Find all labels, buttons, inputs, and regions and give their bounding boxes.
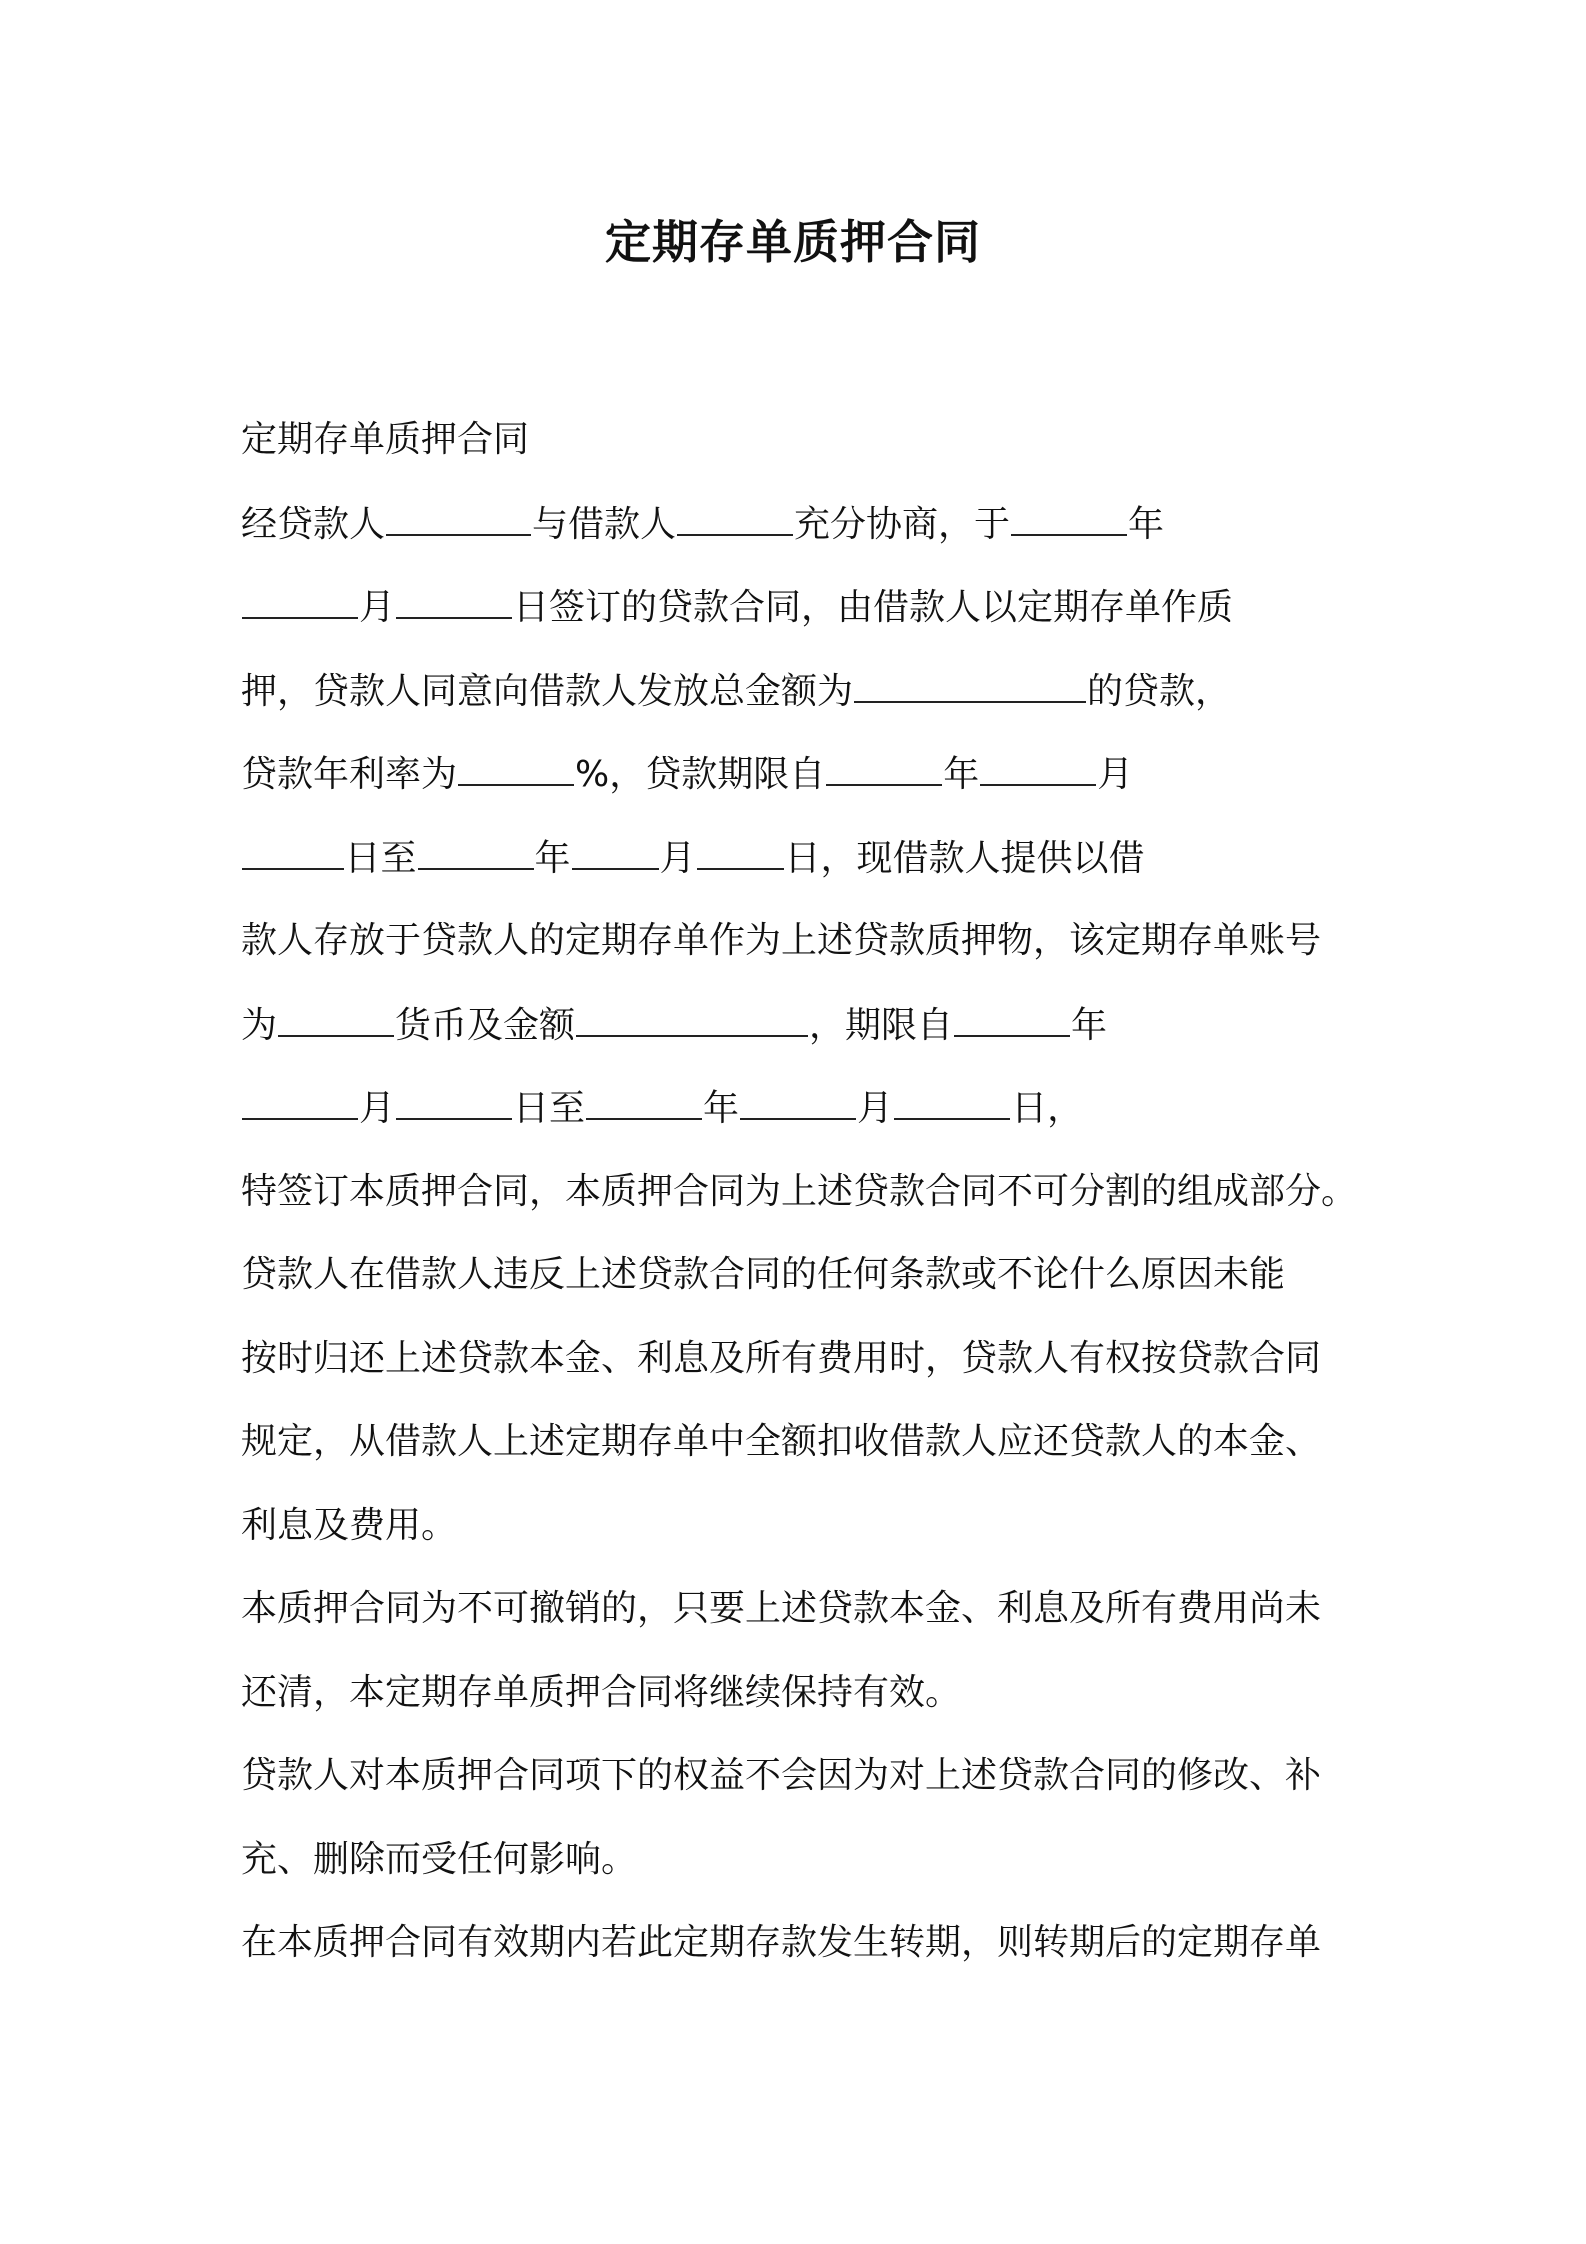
text-line	[241, 911, 1381, 995]
fill-in-blank	[396, 577, 512, 619]
text-segment: 利息及费用。	[241, 1504, 458, 1546]
text-line	[241, 494, 1381, 578]
text-line	[241, 744, 1381, 828]
text-segment: 月	[659, 837, 696, 879]
document-subtitle	[241, 410, 1381, 494]
fill-in-blank	[572, 828, 659, 870]
fill-in-blank	[1011, 494, 1127, 536]
text-line	[241, 1746, 1381, 1830]
text-segment: 按时归还上述贷款本金、利息及所有费用时，贷款人有权按贷款合同	[241, 1337, 1322, 1379]
text-segment: 与借款人	[532, 503, 677, 545]
text-segment: 货币及金额	[395, 1004, 576, 1046]
text-segment: 日签订的贷款合同，由借款人以定期存单作质	[513, 587, 1234, 628]
text-segment: 规定，从借款人上述定期存单中全额扣收借款人应还贷款人的本金、	[241, 1421, 1322, 1462]
text-segment: 月	[359, 587, 396, 628]
text-segment: 贷款人对本质押合同项下的权益不会因为对上述贷款合同的修改、补	[241, 1755, 1322, 1796]
text-line	[241, 1162, 1381, 1246]
text-segment: 月	[359, 1088, 396, 1129]
text-segment: 日至	[513, 1088, 586, 1129]
text-segment: 本质押合同为不可撤销的，只要上述贷款本金、利息及所有费用尚未	[241, 1588, 1322, 1629]
fill-in-blank	[242, 1078, 358, 1120]
text-segment: 月	[857, 1088, 894, 1129]
text-segment: %，贷款期限自	[575, 754, 826, 795]
fill-in-blank	[242, 577, 358, 619]
text-segment: 年	[703, 1088, 740, 1129]
text-segment: 定期存单质押合同	[241, 419, 530, 460]
text-segment: 充分协商，于	[794, 503, 1011, 545]
text-segment: 日至	[344, 837, 417, 879]
text-line	[241, 1913, 1381, 1997]
text-segment: 年	[1071, 1004, 1108, 1046]
text-segment: 经贷款人	[241, 503, 386, 545]
fill-in-blank	[826, 744, 942, 786]
text-segment: 年	[534, 837, 571, 879]
text-line	[241, 1579, 1381, 1663]
text-segment: 在本质押合同有效期内若此定期存款发生转期，则转期后的定期存单	[241, 1922, 1322, 1963]
text-segment: 贷款人在借款人违反上述贷款合同的任何条款或不论什么原因未能	[241, 1254, 1286, 1295]
fill-in-blank	[418, 828, 534, 870]
text-segment: 年	[1128, 503, 1165, 545]
text-segment: 还清，本定期存单质押合同将继续保持有效。	[241, 1671, 962, 1713]
text-segment: 月	[1097, 754, 1134, 795]
fill-in-blank	[458, 744, 574, 786]
fill-in-blank	[278, 995, 394, 1037]
fill-in-blank	[386, 494, 531, 536]
fill-in-blank	[697, 828, 784, 870]
text-line	[241, 1830, 1381, 1914]
document-body	[241, 410, 1381, 1997]
text-segment: 年	[943, 754, 980, 795]
fill-in-blank	[242, 828, 344, 870]
text-line	[241, 1329, 1381, 1413]
text-segment: 押，贷款人同意向借款人发放总金额为	[241, 670, 854, 712]
text-segment: 的贷款，	[1087, 670, 1232, 712]
fill-in-blank	[854, 661, 1086, 703]
fill-in-blank	[894, 1078, 1010, 1120]
text-segment: 特签订本质押合同，本质押合同为上述贷款合同不可分割的组成部分。	[241, 1170, 1358, 1212]
text-segment: ，期限自	[809, 1004, 954, 1046]
fill-in-blank	[954, 995, 1070, 1037]
text-segment: 日，	[1011, 1088, 1084, 1129]
text-segment: 充、删除而受任何影响。	[241, 1838, 638, 1880]
text-line	[241, 1412, 1381, 1496]
text-segment: 款人存放于贷款人的定期存单作为上述贷款质押物，该定期存单账号	[241, 920, 1322, 961]
text-segment: 日，现借款人提供以借	[784, 837, 1145, 879]
fill-in-blank	[576, 995, 808, 1037]
fill-in-blank	[740, 1078, 856, 1120]
text-line	[241, 1663, 1381, 1747]
fill-in-blank	[677, 494, 793, 536]
text-line	[241, 661, 1381, 745]
fill-in-blank	[586, 1078, 702, 1120]
text-segment: 为	[241, 1004, 278, 1046]
text-segment: 贷款年利率为	[241, 754, 458, 795]
text-line	[241, 1245, 1381, 1329]
text-line	[241, 995, 1381, 1079]
text-line	[241, 577, 1381, 661]
text-line	[241, 828, 1381, 912]
fill-in-blank	[980, 744, 1096, 786]
document-title: 定期存单质押合同	[605, 215, 981, 269]
fill-in-blank	[396, 1078, 512, 1120]
text-line	[241, 1496, 1381, 1580]
text-line	[241, 1078, 1381, 1162]
